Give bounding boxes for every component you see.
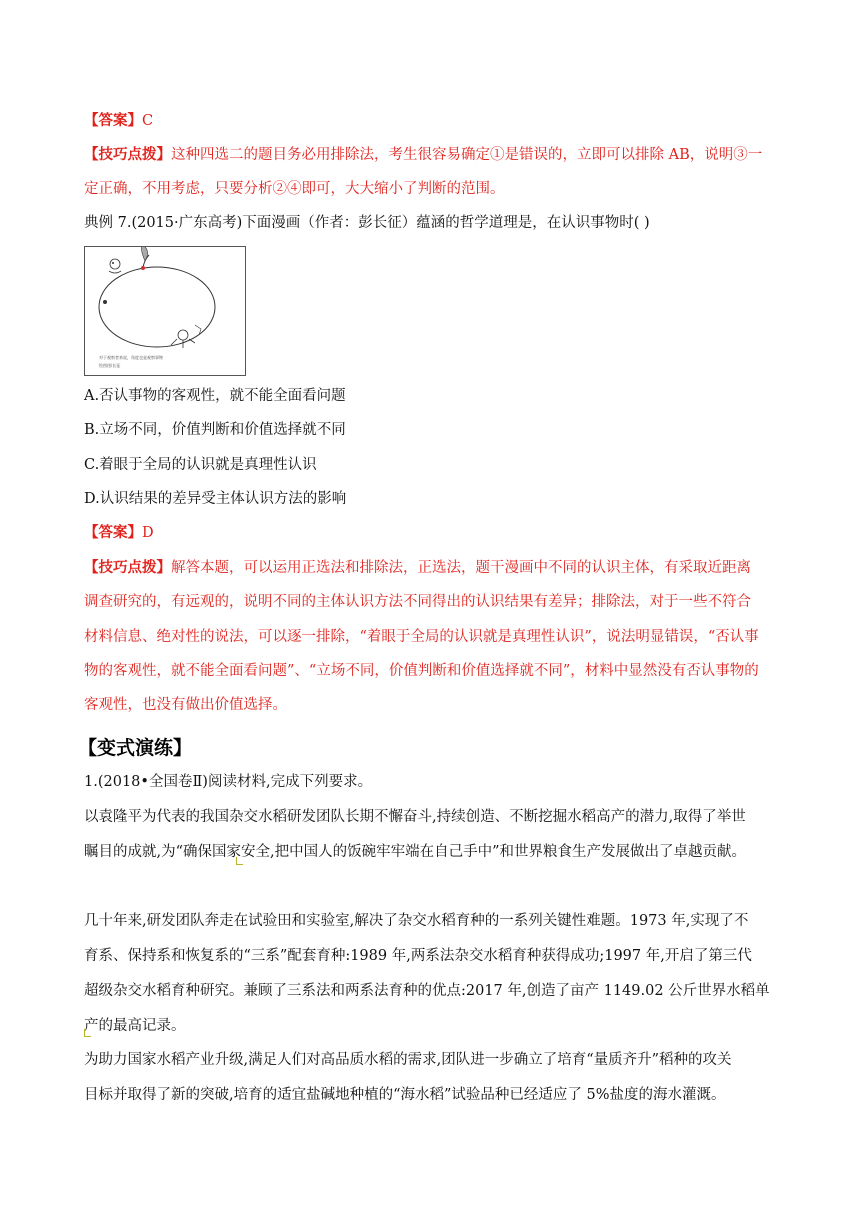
answer-2-value: D bbox=[142, 525, 154, 541]
cartoon-image bbox=[84, 246, 246, 376]
tip-2-line-4: 物的客观性，就不能全面看问题”、“立场不同，价值判断和价值选择就不同”，材料中显然没有否认事物的 bbox=[84, 663, 759, 679]
q1-para-3-line-2: 目标并取得了新的突破,培育的适宜盐碱地种植的“海水稻”试验品种已经适应了 5%盐度的海水灌溉。 bbox=[84, 1087, 726, 1103]
option-a: A.否认事物的客观性，就不能全面看问题 bbox=[84, 388, 346, 404]
section-title: 【变式演练】 bbox=[78, 737, 193, 759]
q1-para-2-line-4: 产的最高记录。 bbox=[84, 1018, 186, 1034]
tip-1-text-1: 这种四选二的题目务必用排除法，考生很容易确定①是错误的，立即可以排除 AB，说明③一 bbox=[171, 147, 763, 163]
answer-1 bbox=[84, 111, 784, 131]
cartoon-caption-2: 绘图/彭长征 bbox=[99, 363, 121, 368]
option-c: C.着眼于全局的认识就是真理性认识 bbox=[84, 457, 317, 473]
example-7-stem: 典例 7.(2015·广东高考)下面漫画（作者：彭长征）蕴涵的哲学道理是，在认识事物时( ) bbox=[84, 215, 650, 231]
cartoon-caption-1: 对于观察者来说，角度也是观察事物 bbox=[99, 355, 163, 360]
option-d: D.认识结果的差异受主体认识方法的影响 bbox=[84, 491, 347, 507]
tip-2-line-2: 调查研究的，有远观的，说明不同的主体认识方法不同得出的认识结果有差异；排除法，对于一些不符合 bbox=[84, 594, 751, 610]
q1-para-3-line-1: 为助力国家水稻产业升级,满足人们对高品质水稻的需求,团队进一步确立了培育“量质齐升”稻种的攻关 bbox=[84, 1052, 732, 1068]
q1-para-2-line-1: 几十年来,研发团队奔走在试验田和实验室,解决了杂交水稻育种的一系列关键性难题。1973 年,实现了不 bbox=[84, 913, 749, 929]
tip-1-label: 【技巧点拨】 bbox=[84, 146, 171, 163]
q1-para-2-line-3: 超级杂交水稻育种研究。兼顾了三系法和两系法育种的优点:2017 年,创造了亩产 1149.02 公斤世界水稻单 bbox=[84, 983, 770, 999]
tip-2-line-3: 材料信息、绝对性的说法，可以逐一排除，“着眼于全局的认识就是真理性认识”，说法明显错误，“否认事 bbox=[84, 629, 759, 645]
tip-2-line-1 bbox=[84, 558, 784, 578]
question-1-stem: 1.(2018•全国卷Ⅱ)阅读材料,完成下列要求。 bbox=[84, 774, 373, 790]
answer-2 bbox=[84, 523, 784, 543]
tip-1-line-1 bbox=[84, 145, 784, 165]
tip-2-line-5: 客观性，也没有做出价值选择。 bbox=[84, 697, 287, 713]
option-b: B.立场不同，价值判断和价值选择就不同 bbox=[84, 422, 346, 438]
answer-1-value: C bbox=[142, 113, 154, 129]
answer-2-label: 【答案】 bbox=[84, 524, 142, 541]
q1-para-2-line-2: 育系、保持系和恢复系的“三系”配套育种:1989 年,两系法杂交水稻育种获得成功;1997 年,开启了第三代 bbox=[84, 948, 752, 964]
tip-2-label: 【技巧点拨】 bbox=[84, 559, 171, 576]
edit-mark bbox=[84, 1029, 91, 1037]
answer-1-label: 【答案】 bbox=[84, 112, 142, 129]
q1-para-1-line-2: 瞩目的成就,为“确保国家安全,把中国人的饭碗牢牢端在自己手中”和世界粮食生产发展做出了卓越贡献。 bbox=[84, 844, 747, 860]
q1-para-1-line-1: 以袁隆平为代表的我国杂交水稻研发团队长期不懈奋斗,持续创造、不断挖掘水稻高产的潜力,取得了举世 bbox=[84, 809, 746, 825]
tip-1-line-2: 定正确，不用考虑，只要分析②④即可，大大缩小了判断的范围。 bbox=[84, 181, 505, 197]
tip-2-text-1: 解答本题，可以运用正选法和排除法，正选法，题干漫画中不同的认识主体，有采取近距离 bbox=[171, 560, 751, 576]
edit-mark bbox=[236, 857, 243, 865]
